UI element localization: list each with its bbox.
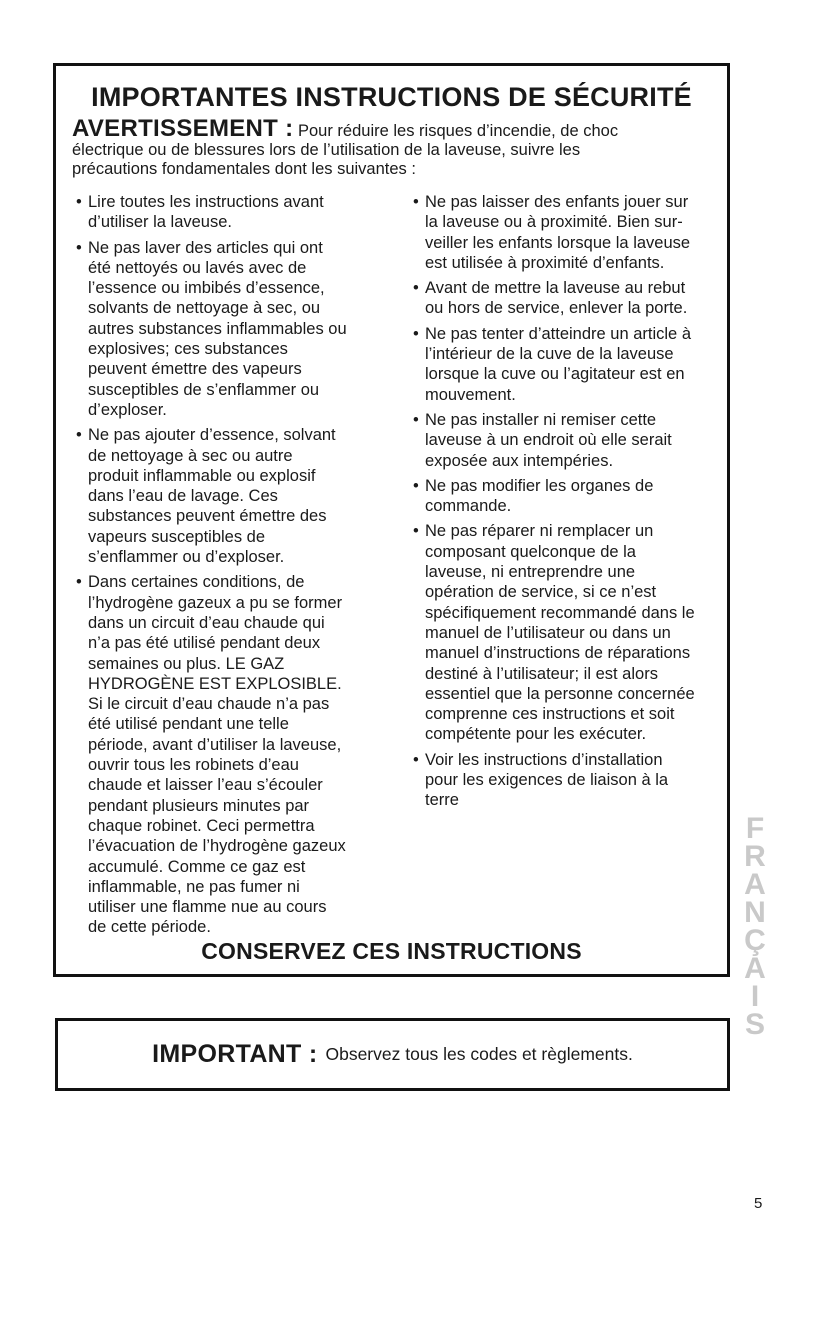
warning-text-1: Pour réduire les risques d’incendie, de choc bbox=[293, 122, 619, 140]
bullet: • bbox=[413, 476, 419, 495]
instruction-item bbox=[76, 238, 394, 421]
instruction-line: accumulé. Comme ce gaz est bbox=[88, 857, 306, 876]
instruction-item bbox=[413, 324, 723, 405]
instruction-line: d’utiliser la laveuse. bbox=[88, 213, 232, 232]
instruction-line: destiné à l’utilisateur; il est alors bbox=[425, 664, 658, 683]
instruction-line: Ne pas laver des articles qui ont bbox=[88, 238, 323, 257]
bullet: • bbox=[413, 279, 419, 298]
instruction-line: été utilisé pendant une telle bbox=[88, 715, 289, 734]
instruction-line: opération de service, si ce n’est bbox=[425, 583, 657, 602]
instruction-item bbox=[413, 192, 723, 273]
side-tab-letter: S bbox=[744, 1008, 765, 1041]
left-column bbox=[76, 192, 394, 943]
instruction-line: solvants de nettoyage à sec, ou bbox=[88, 299, 321, 318]
instruction-line: Ne pas modifier les organes de bbox=[425, 476, 654, 495]
side-tab-letter: N bbox=[744, 896, 766, 929]
instruction-line: semaines ou plus. LE GAZ bbox=[88, 654, 285, 673]
important-box bbox=[55, 1018, 730, 1091]
instruction-item bbox=[76, 192, 394, 233]
instruction-line: commande. bbox=[425, 497, 512, 516]
instruction-line: Ne pas tenter d’atteindre un article à bbox=[425, 324, 691, 343]
instruction-line: susceptibles de s’enflammer ou bbox=[88, 380, 320, 399]
instruction-line: Ne pas ajouter d’essence, solvant bbox=[88, 426, 336, 445]
instruction-line: l’évacuation de l’hydrogène gazeux bbox=[88, 837, 346, 856]
bullet: • bbox=[413, 193, 419, 211]
side-tab-letter: I bbox=[750, 980, 760, 1013]
instruction-item bbox=[413, 750, 723, 811]
instruction-item bbox=[76, 425, 394, 567]
instruction-line: lorsque la cuve ou l’agitateur est en bbox=[425, 365, 685, 384]
instruction-line: produit inflammable ou explosif bbox=[88, 466, 316, 485]
instruction-line: compétente pour les exécuter. bbox=[425, 725, 647, 744]
instruction-line: Lire toutes les instructions avant bbox=[88, 193, 324, 211]
instruction-line: essentiel que la personne concernée bbox=[425, 684, 695, 703]
instruction-line: utiliser une flamme nue au cours bbox=[88, 898, 327, 917]
bullet: • bbox=[413, 410, 419, 429]
instruction-line: Ne pas réparer ni remplacer un bbox=[425, 522, 654, 541]
instruction-line: peuvent émettre des vapeurs bbox=[88, 360, 302, 379]
instruction-line: explosives; ces substances bbox=[88, 340, 288, 359]
instruction-line: mouvement. bbox=[425, 385, 516, 404]
instruction-item bbox=[413, 278, 723, 319]
instruction-line: de cette période. bbox=[88, 918, 211, 937]
instruction-line: pour les exigences de liaison à la bbox=[425, 771, 669, 790]
instruction-line: Ne pas installer ni remiser cette bbox=[425, 410, 657, 429]
conserve-heading: CONSERVEZ CES INSTRUCTIONS bbox=[201, 938, 582, 964]
instruction-line: l’hydrogène gazeux a pu se former bbox=[88, 593, 343, 612]
instruction-line: n’a pas été utilisé pendant deux bbox=[88, 634, 321, 653]
warning-intro bbox=[72, 115, 715, 179]
safety-instructions-box bbox=[53, 63, 730, 977]
instruction-line: Ne pas laisser des enfants jouer sur bbox=[425, 193, 689, 211]
instruction-line: terre bbox=[425, 791, 459, 810]
instruction-line: ouvrir tous les robinets d’eau bbox=[88, 756, 299, 775]
instruction-line: manuel de l’utilisateur ou dans un bbox=[425, 623, 671, 642]
side-tab-letter: R bbox=[744, 840, 766, 873]
right-column bbox=[413, 192, 723, 816]
instruction-line: HYDROGÈNE EST EXPLOSIBLE. bbox=[88, 674, 342, 693]
side-tab-letter: A bbox=[744, 952, 766, 985]
instruction-line: dans un circuit d’eau chaude qui bbox=[88, 613, 325, 632]
bullet: • bbox=[413, 522, 419, 541]
instruction-line: l’essence ou imbibés d’essence, bbox=[88, 279, 325, 298]
instruction-line: de nettoyage à sec ou autre bbox=[88, 446, 293, 465]
side-tab-letter: A bbox=[744, 868, 766, 901]
instruction-line: ou hors de service, enlever la porte. bbox=[425, 299, 688, 318]
instruction-line: laveuse à un endroit où elle serait bbox=[425, 431, 672, 450]
instruction-line: pendant plusieurs minutes par bbox=[88, 796, 310, 815]
instruction-line: chaude et laisser l’eau s’écouler bbox=[88, 776, 323, 795]
instruction-line: exposée aux intempéries. bbox=[425, 451, 614, 470]
instruction-line: laveuse, ni entreprendre une bbox=[425, 563, 636, 582]
instruction-line: période, avant d’utiliser la laveuse, bbox=[88, 735, 342, 754]
warning-text-3: précautions fondamentales dont les suivantes : bbox=[72, 160, 416, 178]
page-number: 5 bbox=[754, 1195, 763, 1212]
important-text: Observez tous les codes et règlements. bbox=[325, 1044, 633, 1064]
instruction-line: chaque robinet. Ceci permettra bbox=[88, 816, 315, 835]
instruction-line: composant quelconque de la bbox=[425, 542, 636, 561]
side-tab-letter: Ç bbox=[744, 924, 766, 957]
instruction-item bbox=[413, 521, 723, 744]
instruction-line: veiller les enfants lorsque la laveuse bbox=[425, 233, 691, 252]
instruction-line: spécifiquement recommandé dans le bbox=[425, 603, 695, 622]
instruction-line: Dans certaines conditions, de bbox=[88, 573, 305, 592]
bullet: • bbox=[76, 193, 82, 211]
instruction-line: inflammable, ne pas fumer ni bbox=[88, 877, 300, 896]
side-tab-letter: F bbox=[745, 812, 765, 845]
bullet: • bbox=[413, 750, 419, 769]
language-side-tab bbox=[735, 812, 775, 1041]
instruction-line: autres substances inflammables ou bbox=[88, 319, 347, 338]
instruction-line: été nettoyés ou lavés avec de bbox=[88, 258, 307, 277]
bullet: • bbox=[413, 324, 419, 343]
instruction-line: est utilisée à proximité d’enfants. bbox=[425, 253, 665, 272]
bullet: • bbox=[76, 426, 82, 445]
instruction-line: manuel d’instructions de réparations bbox=[425, 644, 691, 663]
instruction-line: Si le circuit d’eau chaude n’a pas bbox=[88, 695, 330, 714]
instruction-item bbox=[413, 410, 723, 471]
instruction-line: Avant de mettre la laveuse au rebut bbox=[425, 279, 686, 298]
instruction-line: l’intérieur de la cuve de la laveuse bbox=[425, 345, 674, 364]
important-label: IMPORTANT : bbox=[152, 1040, 318, 1068]
instruction-line: la laveuse ou à proximité. Bien sur- bbox=[425, 213, 683, 232]
bullet: • bbox=[76, 573, 82, 592]
instruction-line: Voir les instructions d’installation bbox=[425, 750, 663, 769]
instruction-line: comprenne ces instructions et soit bbox=[425, 705, 675, 724]
instruction-item bbox=[413, 476, 723, 517]
instruction-line: substances peuvent émettre des bbox=[88, 507, 327, 526]
bullet: • bbox=[76, 238, 82, 257]
instruction-item bbox=[76, 572, 394, 937]
page-title: IMPORTANTES INSTRUCTIONS DE SÉCURITÉ bbox=[91, 82, 692, 112]
instruction-line: vapeurs susceptibles de bbox=[88, 527, 266, 546]
warning-label: AVERTISSEMENT : bbox=[72, 115, 294, 142]
warning-text-2: électrique ou de blessures lors de l’utilisation de la laveuse, suivre les bbox=[72, 141, 581, 159]
instruction-line: d’exploser. bbox=[88, 400, 167, 419]
instruction-line: s’enflammer ou d’exploser. bbox=[88, 548, 285, 567]
instruction-line: dans l’eau de lavage. Ces bbox=[88, 487, 278, 506]
